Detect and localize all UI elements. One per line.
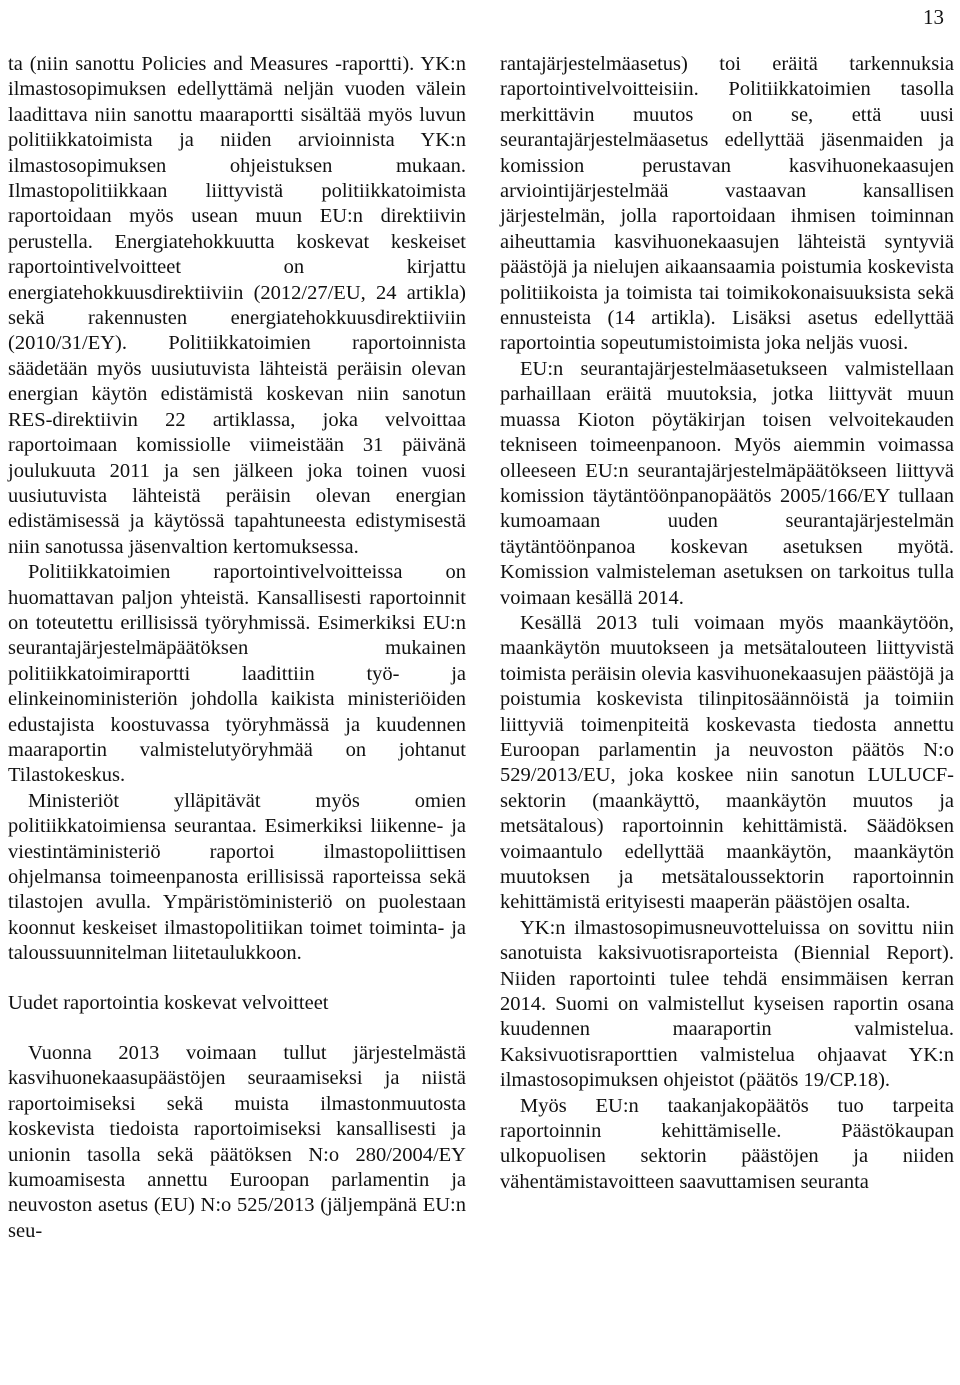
paragraph: Kesällä 2013 tuli voimaan myös maankäytöön, maankäytön muutokseen ja metsätalouteen liittyvistä toimista peräisin olevia kasvihuonekaasujen päästöjä ja poistumia koskevista tilinpitosäännöistä ja toimiin liittyviä toimenpiteitä koskevasta tiedosta annettu Euroopan parlamentin ja neuvoston päätös N:o 529/2013/EU, joka koskee niin sanotun LULUCF-sektorin (maankäyttö, maankäytön muutos ja metsätalous) raportoinnin kehittämistä. Säädöksen voimaantulo edellyttää maankäytön, maankäytön muutoksen ja metsätaloussektorin raportoinnin kehittämistä erityisesti maaperän päästöjen osalta. [500, 611, 954, 914]
spacer [8, 1016, 466, 1041]
spacer [8, 967, 466, 991]
right-column [500, 52, 954, 1195]
paragraph: Ministeriöt ylläpitävät myös omien politiikkatoimiensa seurantaa. Esimerkiksi liikenne- ja viestintäministeriö raportoi ilmastopoliittisen ohjelmansa toimeenpanosta erillisissä raporteissa sekä tilastojen avulla. Ympäristöministeriö on puolestaan koonnut keskeiset ilmastopolitiikan toimet toiminta- ja taloussuunnitelman liitetaulukkoon. [8, 789, 466, 965]
page-number: 13 [923, 5, 944, 29]
paragraph: Myös EU:n taakanjakopäätös tuo tarpeita raportoinnin kehittämiselle. Päästökaupan ulkopuolisen sektorin päästöjen ja niiden vähentämistavoitteen saavuttamisen seuranta [500, 1094, 954, 1193]
section-heading: Uudet raportointia koskevat velvoitteet [8, 991, 329, 1014]
paragraph: EU:n seurantajärjestelmäasetukseen valmistellaan parhaillaan eräitä muutoksia, jotka liittyvät muun muassa Kioton pöytäkirjan toisen velvoitekauden tekniseen toimeenpanoon. Myös aiemmin voimassa olleeseen EU:n seurantajärjestelmäpäätökseen liittyvä komission täytäntöönpanopäätös 2005/166/EY tullaan kumoamaan uuden seurantajärjestelmän täytäntöönpanoa koskevan asetuksen myötä. Komission valmisteleman asetuksen on tarkoitus tulla voimaan kesällä 2014. [500, 357, 954, 609]
left-column [8, 52, 466, 1244]
paragraph: rantajärjestelmäasetus) toi eräitä tarkennuksia raportointivelvoitteisiin. Politiikkatoimien tasolla merkittävin muutos on se, että uusi seurantajärjestelmäasetus edellyttää jäsenmaiden ja komission perustavan kasvihuonekaasujen arviointijärjestelmää vastaavan kansallisen järjestelmän, jolla raportoidaan ihmisen toiminnan aiheuttamia kasvihuonekaasujen lähteistä syntyviä päästöjä ja nielujen aikaansaamia poistumia koskevista politiikoista ja toimista tai toimikokonaisuuksista sekä ennusteista (14 artikla). Lisäksi asetus edellyttää raportointia sopeutumistoimista joka neljäs vuosi. [500, 53, 954, 355]
paragraph: YK:n ilmastosopimusneuvotteluissa on sovittu niin sanotuista kaksivuotisraporteista (Biennial Report). Niiden raportointi tulee tehdä ensimmäisen kerran 2014. Suomi on valmistellut kyseisen raportin osana kuudennen maaraportin valmistelua. Kaksivuotisraporttien valmistelua ohjaavat YK:n ilmastosopimuksen ohjeistot (päätös 19/CP.18). [500, 916, 954, 1092]
paragraph: Vuonna 2013 voimaan tullut järjestelmästä kasvihuonekaasupäästöjen seuraamiseksi ja niistä raportoimiseksi sekä muista ilmastonmuutosta koskevista tiedoista raportoimiseksi kansallisesti ja unionin tasolla sekä päätöksen N:o 280/2004/EY kumoamisesta annettu Euroopan parlamentin ja neuvoston asetus (EU) N:o 525/2013 (jäljempänä EU:n seu- [8, 1042, 466, 1242]
paragraph: Politiikkatoimien raportointivelvoitteissa on huomattavan paljon yhteistä. Kansallisesti raportoinnit on toteutettu erillisissä työryhmissä. Esimerkiksi EU:n seurantajärjestelmäpäätöksen mukainen politiikkatoimiraportti laadittiin työ- ja elinkeinoministeriön johdolla kaikista ministeriöiden edustajista koostuvassa työryhmässä ja kuudennen maaraportin valmistelutyöryhmää on johtanut Tilastokeskus. [8, 561, 466, 787]
paragraph: ta (niin sanottu Policies and Measures -raportti). YK:n ilmastosopimuksen edellyttämä neljän vuoden välein laadittava niin sanottu maaraportti sisältää myös luvun politiikkatoimista ja niiden arvioinnista YK:n ilmastosopimuksen ohjeistuksen mukaan. Ilmastopolitiikkaan liittyvistä politiikkatoimista raportoidaan myös usean muun EU:n direktiivin perustella. Energiatehokkuutta koskevat keskeiset raportointivelvoitteet on kirjattu energiatehokkuusdirektiiviin (2012/27/EU, 24 artikla) sekä rakennusten energiatehokkuusdirektiiviin (2010/31/EY). Politiikkatoimien raportoinnista säädetään myös uusiutuvista lähteistä peräisin olevan energian käytön edistämistä koskevan niin sanotun RES-direktiivin 22 artiklassa, joka velvoittaa raportoimaan komissiolle viimeistään 31 päivänä joulukuuta 2011 ja sen jälkeen joka toinen vuosi uusiutuvista lähteistä peräisin olevan energian edistämisessä ja käytössä tapahtuneesta edistymisestä niin sanotussa jäsenvaltion kertomuksessa. [8, 53, 466, 558]
